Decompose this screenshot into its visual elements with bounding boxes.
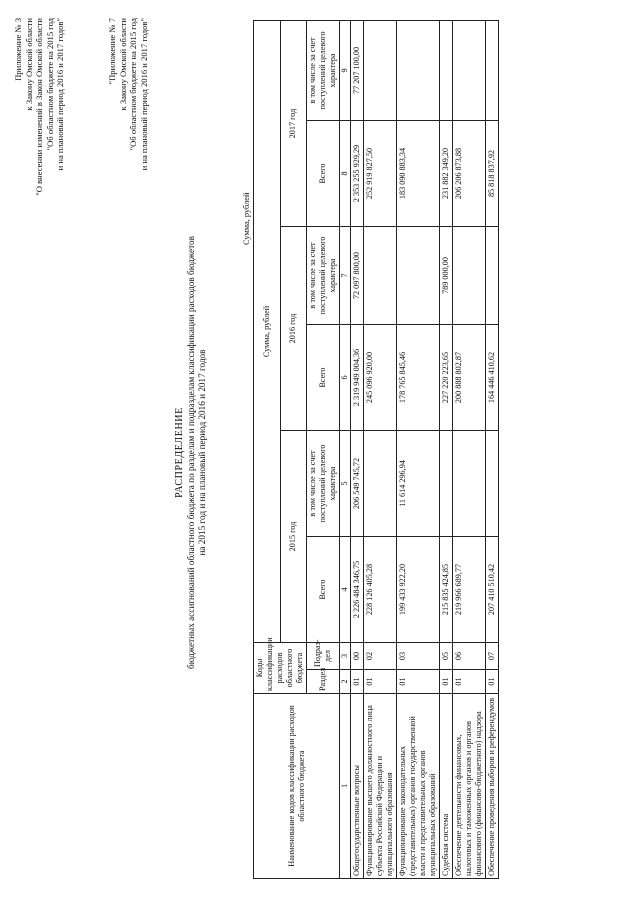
row-subsection: 03 [397,643,440,670]
header-2016-targeted: в том числе за счет поступлений целевого характера [307,227,340,325]
header-2015-targeted: в том числе за счет поступлений целевого характера [307,431,340,537]
row-name: Обеспечение проведения выборов и референдумов [486,694,499,879]
table-row [397,20,440,878]
row-2015-targeted [453,431,486,537]
row-2017-total: 206 206 873,88 [453,121,486,227]
row-2015-targeted [364,431,397,537]
row-2016-targeted [364,227,397,325]
row-2017-total: 2 353 255 929,29 [351,121,364,227]
table-row [486,20,499,878]
row-2015-total: 228 126 405,28 [364,537,397,643]
row-2017-total: 85 818 837,92 [486,121,499,227]
header-section: Раздел [307,670,340,694]
row-2015-total: 207 410 510,42 [486,537,499,643]
row-name: Судебная система [440,694,453,879]
appendix-3-header [13,18,66,196]
title-line-2: на 2015 год и на плановый период 2016 и 2017 годов [197,349,207,556]
row-section: 01 [351,670,364,694]
row-section: 01 [453,670,486,694]
header-year-2017: 2017 год [280,20,307,226]
appendix-3-line: и на плановый период 2016 и 2017 годов" [55,18,66,171]
units-label: Сумма, рублей [242,192,251,245]
row-name: Обеспечение деятельности финансовых, налоговых и таможенных органов и органов финансового (финансово-бюджетного) надзора [453,694,486,879]
budget-table [253,20,499,879]
column-number: 1 [340,694,351,879]
header-name: Наименование кодов классификации расходов областного бюджета [254,694,340,879]
row-subsection: 07 [486,643,499,670]
row-2017-total: 183 090 883,34 [397,121,440,227]
row-2015-targeted: 206 549 745,72 [351,431,364,537]
row-2016-targeted [486,227,499,325]
row-2016-targeted: 72 097 800,00 [351,227,364,325]
document-title [174,0,209,905]
row-2016-targeted: 789 000,00 [440,227,453,325]
header-2015-total: Всего [307,537,340,643]
appendix-7-line: "Приложение № 7 [107,18,117,85]
row-2016-total: 245 096 920,00 [364,325,397,431]
table-row [351,20,364,878]
row-2017-targeted [397,20,440,120]
row-section: 01 [364,670,397,694]
appendix-3-line: "Об областном бюджете на 2015 год [44,18,55,151]
column-number: 2 [340,670,351,694]
column-number: 6 [340,325,351,431]
row-2015-targeted: 11 614 296,94 [397,431,440,537]
row-2017-targeted: 77 207 100,00 [351,20,364,120]
column-number: 5 [340,431,351,537]
appendix-3-line: Приложение № 3 [13,18,23,81]
header-year-2016: 2016 год [280,227,307,431]
header-year-2015: 2015 год [280,431,307,643]
row-2017-total: 231 882 349,20 [440,121,453,227]
header-2017-targeted: в том числе за счет поступлений целевого характера [307,20,340,120]
row-section: 01 [397,670,440,694]
appendix-7-line: и на плановый период 2016 и 2017 годов" [138,18,149,171]
header-2016-total: Всего [307,325,340,431]
row-section: 01 [486,670,499,694]
column-number: 3 [340,643,351,670]
header-2017-total: Всего [307,121,340,227]
title-main: РАСПРЕДЕЛЕНИЕ [174,407,185,498]
row-2015-total: 199 433 922,20 [397,537,440,643]
row-subsection: 06 [453,643,486,670]
row-section: 01 [440,670,453,694]
table-row [440,20,453,878]
appendix-7-line: "Об областном бюджете на 2015 год [128,18,139,151]
appendix-3-line: к Закону Омской области [23,18,34,111]
column-number: 9 [340,20,351,120]
row-subsection: 05 [440,643,453,670]
row-name: Функционирование высшего должностного лица субъекта Российской Федерации и муниципального образования [364,694,397,879]
appendix-7-line: к Закону Омской области [117,18,128,111]
column-number: 8 [340,121,351,227]
row-2015-total: 215 835 424,85 [440,537,453,643]
row-2016-total: 200 888 802,87 [453,325,486,431]
row-2017-total: 252 919 827,50 [364,121,397,227]
row-2017-targeted [440,20,453,120]
appendix-3-line: "О внесении изменений в Закон Омской области [34,18,45,196]
header-subsection: Подраз-дел [307,643,340,670]
row-2015-targeted [486,431,499,537]
column-number: 7 [340,227,351,325]
row-2017-targeted [364,20,397,120]
header-units: Сумма, рублей [254,20,281,642]
column-number-row [340,20,351,878]
header-codes: Коды классификации расходов областного бюджета [254,643,307,694]
appendix-7-header [107,18,149,170]
column-number: 4 [340,537,351,643]
row-2016-targeted [397,227,440,325]
row-2015-total: 219 966 689,77 [453,537,486,643]
row-name: Общегосударственные вопросы [351,694,364,879]
row-name: Функционирование законодательных (представительных) органов государственной власти и представительных органов муниципальных образований [397,694,440,879]
row-2016-total: 227 220 223,65 [440,325,453,431]
row-2016-total: 178 765 845,46 [397,325,440,431]
row-2016-total: 2 319 949 004,36 [351,325,364,431]
row-2017-targeted [453,20,486,120]
row-2015-targeted [440,431,453,537]
row-subsection: 02 [364,643,397,670]
row-subsection: 00 [351,643,364,670]
table-row [453,20,486,878]
row-2016-targeted [453,227,486,325]
title-line-1: бюджетных ассигнований областного бюджета по разделам и подразделам классификации расходов бюджетов [185,236,196,669]
row-2016-total: 164 446 410,62 [486,325,499,431]
row-2017-targeted [486,20,499,120]
table-row [364,20,397,878]
row-2015-total: 2 226 484 346,75 [351,537,364,643]
